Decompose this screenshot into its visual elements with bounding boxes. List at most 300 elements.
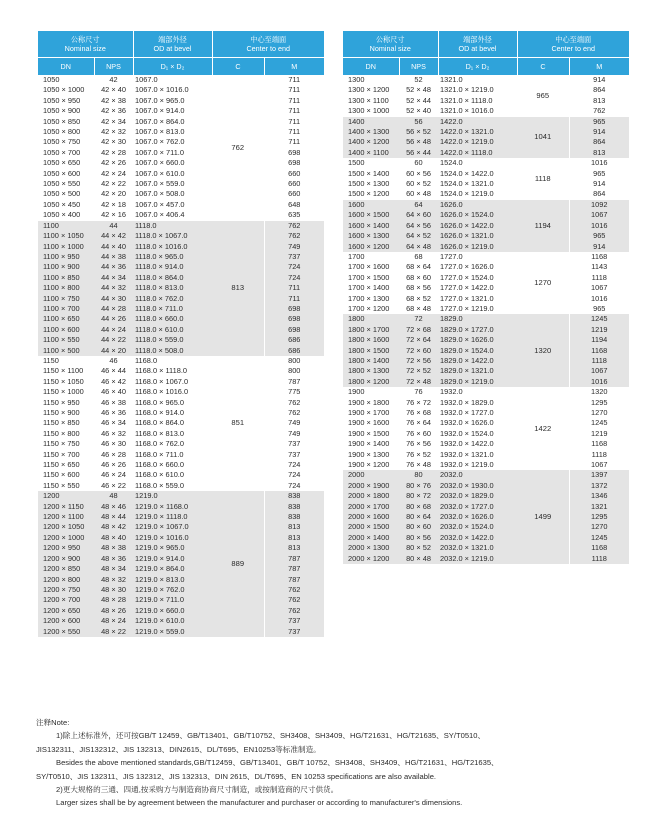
center-m-cell: 660 [264, 169, 324, 179]
table-row [38, 335, 324, 345]
od-cell: 1422.0 × 1219.0 [438, 137, 517, 147]
note-2-en: Larger sizes shall be by agreement between the manufacturer and purchaser or according to manufacturer's dimensions. [56, 798, 463, 808]
dn-cell: 1150 × 850 [38, 418, 94, 428]
table-row [38, 429, 324, 439]
nps-cell: 46 × 40 [94, 387, 133, 397]
dn-cell: 1050 × 450 [38, 200, 94, 210]
table-row [38, 304, 324, 314]
center-m-cell: 698 [264, 148, 324, 158]
od-cell: 1219.0 × 711.0 [133, 595, 212, 605]
center-m-cell: 749 [264, 429, 324, 439]
d1d2-column-header: D₁ × D₂ [438, 58, 517, 76]
table-row [343, 75, 629, 85]
nps-cell: 56 × 48 [399, 137, 438, 147]
table-row [38, 481, 324, 491]
od-cell: 1932.0 × 1524.0 [438, 429, 517, 439]
nps-cell: 56 × 44 [399, 148, 438, 158]
od-cell: 1118.0 × 813.0 [133, 283, 212, 293]
od-cell: 1067.0 × 762.0 [133, 137, 212, 147]
od-cell: 1118.0 × 711.0 [133, 304, 212, 314]
dn-cell: 1400 × 1200 [343, 137, 399, 147]
dn-cell: 1050 × 650 [38, 158, 94, 168]
table-row [38, 418, 324, 428]
nps-cell: 46 × 38 [94, 398, 133, 408]
dn-cell: 1050 × 400 [38, 210, 94, 220]
od-cell: 1168.0 × 965.0 [133, 398, 212, 408]
od-cell: 1829.0 × 1219.0 [438, 377, 517, 387]
center-m-cell: 1245 [569, 533, 629, 543]
table-row [38, 169, 324, 179]
center-m-cell: 711 [264, 294, 324, 304]
center-m-cell: 838 [264, 502, 324, 512]
dn-cell: 1600 × 1400 [343, 221, 399, 231]
od-cell: 1067.0 × 406.4 [133, 210, 212, 220]
center-m-cell: 965 [569, 231, 629, 241]
nps-cell: 76 [399, 387, 438, 397]
dn-cell: 1200 × 1150 [38, 502, 94, 512]
nps-cell: 48 × 22 [94, 627, 133, 637]
dn-cell: 1100 × 800 [38, 283, 94, 293]
od-cell: 1118.0 × 610.0 [133, 325, 212, 335]
nps-cell: 44 × 38 [94, 252, 133, 262]
table-row [343, 439, 629, 449]
table-row [38, 377, 324, 387]
center-m-cell: 1168 [569, 439, 629, 449]
od-cell: 1067.0 × 457.0 [133, 200, 212, 210]
od-cell: 1422.0 × 1118.0 [438, 148, 517, 158]
table-row [343, 262, 629, 272]
od-cell: 2032.0 × 1727.0 [438, 502, 517, 512]
od-cell: 1219.0 × 1168.0 [133, 502, 212, 512]
table-row [38, 491, 324, 501]
dn-cell: 1600 × 1200 [343, 242, 399, 252]
table-row [38, 564, 324, 574]
table-row [343, 314, 629, 324]
table-row [38, 127, 324, 137]
dn-cell: 1500 [343, 158, 399, 168]
od-cell: 1932.0 × 1422.0 [438, 439, 517, 449]
od-cell: 1727.0 × 1219.0 [438, 304, 517, 314]
center-m-cell: 965 [569, 117, 629, 127]
nominal-size-header: 公称尺寸 Nominal size [343, 31, 438, 58]
center-m-cell: 1016 [569, 294, 629, 304]
center-c-cell: 1422 [517, 387, 569, 470]
table-row [343, 543, 629, 553]
dn-cell: 1900 × 1200 [343, 460, 399, 470]
nps-cell: 80 [399, 470, 438, 480]
od-cell: 1168.0 × 1067.0 [133, 377, 212, 387]
table-row [38, 85, 324, 95]
center-m-cell: 711 [264, 137, 324, 147]
center-m-cell: 1219 [569, 325, 629, 335]
dn-cell: 1200 × 700 [38, 595, 94, 605]
center-m-cell: 1016 [569, 221, 629, 231]
od-cell: 1067.0 × 508.0 [133, 189, 212, 199]
nps-cell: 76 × 68 [399, 408, 438, 418]
table-row [38, 314, 324, 324]
center-m-cell: 711 [264, 127, 324, 137]
od-cell: 1118.0 × 660.0 [133, 314, 212, 324]
nps-cell: 60 × 56 [399, 169, 438, 179]
table-row [38, 189, 324, 199]
table-row [38, 616, 324, 626]
dn-cell: 1200 × 650 [38, 606, 94, 616]
nps-cell: 42 [94, 75, 133, 85]
table-row [343, 148, 629, 158]
dn-cell: 2000 × 1700 [343, 502, 399, 512]
note-1-cn-cont: JIS132311、JIS132312、JIS 132313、DIN2615、DL/T695、EN10253等标准制造。 [36, 744, 321, 754]
center-c-cell: 965 [517, 75, 569, 117]
nps-cell: 68 × 64 [399, 262, 438, 272]
dn-cell: 1500 × 1200 [343, 189, 399, 199]
nps-cell: 56 [399, 117, 438, 127]
od-cell: 1626.0 × 1524.0 [438, 210, 517, 220]
od-cell: 1829.0 × 1727.0 [438, 325, 517, 335]
left-table-body [38, 75, 324, 637]
dn-cell: 1800 [343, 314, 399, 324]
c-column-header: C [212, 58, 264, 76]
nps-cell: 48 × 32 [94, 575, 133, 585]
table-row [343, 252, 629, 262]
table-row [343, 502, 629, 512]
nps-cell: 42 × 18 [94, 200, 133, 210]
od-at-bevel-header: 端部外径 OD at bevel [133, 31, 212, 58]
od-cell: 1524.0 × 1422.0 [438, 169, 517, 179]
table-row [343, 85, 629, 95]
od-cell: 1321.0 × 1016.0 [438, 106, 517, 116]
nps-cell: 76 × 72 [399, 398, 438, 408]
nominal-size-header: 公称尺寸 Nominal size [38, 31, 133, 58]
od-cell: 1524.0 × 1321.0 [438, 179, 517, 189]
center-m-cell: 711 [264, 75, 324, 85]
dn-cell: 2000 × 1200 [343, 554, 399, 564]
center-to-end-header: 中心至端面 Center to end [212, 31, 324, 58]
m-column-header: M [569, 58, 629, 76]
center-m-cell: 698 [264, 325, 324, 335]
nps-cell: 80 × 68 [399, 502, 438, 512]
nps-cell: 46 × 42 [94, 377, 133, 387]
od-cell: 1727.0 × 1626.0 [438, 262, 517, 272]
table-row [38, 627, 324, 637]
center-c-cell: 1270 [517, 252, 569, 314]
table-row [343, 522, 629, 532]
center-m-cell: 1118 [569, 356, 629, 366]
od-cell: 1219.0 × 1118.0 [133, 512, 212, 522]
od-cell: 1727.0 × 1422.0 [438, 283, 517, 293]
table-row [343, 481, 629, 491]
dn-cell: 1050 × 750 [38, 137, 94, 147]
table-row [38, 387, 324, 397]
nps-cell: 76 × 48 [399, 460, 438, 470]
center-m-cell: 762 [264, 585, 324, 595]
center-m-cell: 762 [264, 221, 324, 231]
od-cell: 1168.0 × 864.0 [133, 418, 212, 428]
center-m-cell: 787 [264, 564, 324, 574]
od-cell: 1219.0 × 610.0 [133, 616, 212, 626]
table-row [38, 595, 324, 605]
od-cell: 1118.0 × 508.0 [133, 346, 212, 356]
center-m-cell: 813 [569, 148, 629, 158]
center-m-cell: 1092 [569, 200, 629, 210]
od-cell: 1168.0 × 559.0 [133, 481, 212, 491]
dn-cell: 1050 × 1000 [38, 85, 94, 95]
dn-cell: 1700 × 1200 [343, 304, 399, 314]
dn-cell: 1800 × 1400 [343, 356, 399, 366]
center-m-cell: 864 [569, 85, 629, 95]
od-cell: 1422.0 [438, 117, 517, 127]
nps-cell: 46 [94, 356, 133, 366]
nps-cell: 46 × 36 [94, 408, 133, 418]
center-m-cell: 1245 [569, 418, 629, 428]
table-row [38, 533, 324, 543]
dn-cell: 1050 × 600 [38, 169, 94, 179]
od-cell: 1524.0 [438, 158, 517, 168]
center-m-cell: 1168 [569, 252, 629, 262]
table-row [343, 273, 629, 283]
nps-cell: 48 × 28 [94, 595, 133, 605]
od-cell: 1219.0 × 813.0 [133, 575, 212, 585]
center-m-cell: 660 [264, 189, 324, 199]
table-row [343, 366, 629, 376]
od-cell: 1067.0 × 813.0 [133, 127, 212, 137]
dn-cell: 1200 × 900 [38, 554, 94, 564]
left-size-table [38, 31, 324, 637]
od-cell: 1932.0 × 1321.0 [438, 450, 517, 460]
dn-cell: 1100 × 950 [38, 252, 94, 262]
dn-cell: 1300 [343, 75, 399, 85]
table-row [343, 356, 629, 366]
nps-cell: 46 × 34 [94, 418, 133, 428]
dn-cell: 1800 × 1700 [343, 325, 399, 335]
table-row [38, 606, 324, 616]
dn-cell: 1050 × 950 [38, 96, 94, 106]
od-cell: 1524.0 × 1219.0 [438, 189, 517, 199]
dn-cell: 1300 × 1200 [343, 85, 399, 95]
table-row [343, 325, 629, 335]
nps-cell: 42 × 20 [94, 189, 133, 199]
center-m-cell: 1321 [569, 502, 629, 512]
dn-cell: 1300 × 1100 [343, 96, 399, 106]
center-m-cell: 711 [264, 283, 324, 293]
nps-cell: 42 × 34 [94, 117, 133, 127]
center-m-cell: 711 [264, 96, 324, 106]
nps-cell: 46 × 22 [94, 481, 133, 491]
table-row [38, 96, 324, 106]
table-row [38, 502, 324, 512]
od-cell: 1727.0 [438, 252, 517, 262]
center-c-cell: 1499 [517, 470, 569, 564]
center-m-cell: 737 [264, 616, 324, 626]
nps-cell: 80 × 56 [399, 533, 438, 543]
dn-cell: 1600 × 1500 [343, 210, 399, 220]
table-row [38, 179, 324, 189]
note-1-en-cont: SY/T0510、JIS 132311、JIS 132312、JIS 132313、DIN 2615、DL/T695、EN 10253 specifications are also available. [36, 771, 437, 781]
dn-cell: 1150 × 800 [38, 429, 94, 439]
nps-cell: 44 × 26 [94, 314, 133, 324]
od-cell: 1219.0 [133, 491, 212, 501]
nps-cell: 44 × 24 [94, 325, 133, 335]
od-cell: 1321.0 [438, 75, 517, 85]
table-row [38, 470, 324, 480]
center-m-cell: 698 [264, 304, 324, 314]
table-row [343, 283, 629, 293]
nps-cell: 68 × 52 [399, 294, 438, 304]
dn-cell: 1800 × 1300 [343, 366, 399, 376]
dn-cell: 1100 × 500 [38, 346, 94, 356]
nps-cell: 42 × 36 [94, 106, 133, 116]
dn-cell: 1200 × 950 [38, 543, 94, 553]
nps-cell: 46 × 24 [94, 470, 133, 480]
od-cell: 1829.0 × 1321.0 [438, 366, 517, 376]
center-m-cell: 1295 [569, 512, 629, 522]
center-m-cell: 787 [264, 575, 324, 585]
od-cell: 1168.0 × 660.0 [133, 460, 212, 470]
dn-cell: 1100 × 550 [38, 335, 94, 345]
nps-cell: 42 × 30 [94, 137, 133, 147]
table-row [38, 283, 324, 293]
nps-cell: 60 × 48 [399, 189, 438, 199]
nps-cell: 46 × 44 [94, 366, 133, 376]
center-c-cell: 762 [212, 75, 264, 221]
center-m-cell: 737 [264, 252, 324, 262]
nps-cell: 52 [399, 75, 438, 85]
center-c-cell: 813 [212, 221, 264, 356]
od-cell: 1626.0 × 1219.0 [438, 242, 517, 252]
dn-cell: 1200 × 1000 [38, 533, 94, 543]
nps-cell: 48 × 40 [94, 533, 133, 543]
d1d2-column-header: D₁ × D₂ [133, 58, 212, 76]
center-m-cell: 724 [264, 481, 324, 491]
nps-cell: 42 × 26 [94, 158, 133, 168]
dn-cell: 2000 [343, 470, 399, 480]
table-row [38, 210, 324, 220]
od-cell: 1118.0 × 914.0 [133, 262, 212, 272]
nps-cell: 68 × 60 [399, 273, 438, 283]
dn-cell: 1700 × 1600 [343, 262, 399, 272]
od-cell: 1932.0 [438, 387, 517, 397]
od-cell: 1626.0 [438, 200, 517, 210]
table-row [38, 148, 324, 158]
od-cell: 1168.0 × 1118.0 [133, 366, 212, 376]
dn-cell: 1600 × 1300 [343, 231, 399, 241]
center-m-cell: 762 [569, 106, 629, 116]
table-row [38, 460, 324, 470]
od-cell: 1118.0 × 1067.0 [133, 231, 212, 241]
center-m-cell: 737 [264, 439, 324, 449]
table-row [38, 158, 324, 168]
nps-cell: 42 × 24 [94, 169, 133, 179]
nps-cell: 80 × 48 [399, 554, 438, 564]
od-at-bevel-header: 端部外径 OD at bevel [438, 31, 517, 58]
center-m-cell: 1118 [569, 450, 629, 460]
table-row [343, 106, 629, 116]
center-m-cell: 635 [264, 210, 324, 220]
dn-cell: 1700 × 1400 [343, 283, 399, 293]
center-m-cell: 965 [569, 304, 629, 314]
notes-section [36, 716, 636, 810]
nps-cell: 64 [399, 200, 438, 210]
nps-cell: 44 × 34 [94, 273, 133, 283]
center-m-cell: 800 [264, 356, 324, 366]
dn-column-header: DN [38, 58, 94, 76]
nps-cell: 48 × 24 [94, 616, 133, 626]
nps-cell: 72 × 52 [399, 366, 438, 376]
table-row [343, 242, 629, 252]
nps-cell: 60 × 52 [399, 179, 438, 189]
center-m-cell: 1067 [569, 460, 629, 470]
center-m-cell: 1168 [569, 346, 629, 356]
nps-cell: 48 × 44 [94, 512, 133, 522]
right-size-table [343, 31, 629, 564]
center-m-cell: 711 [264, 117, 324, 127]
dn-cell: 1100 × 900 [38, 262, 94, 272]
table-row [38, 554, 324, 564]
table-row [38, 512, 324, 522]
nps-cell: 80 × 52 [399, 543, 438, 553]
dn-cell: 1100 × 650 [38, 314, 94, 324]
od-cell: 1932.0 × 1727.0 [438, 408, 517, 418]
nps-cell: 72 × 68 [399, 325, 438, 335]
od-cell: 1321.0 × 1118.0 [438, 96, 517, 106]
center-m-cell: 1270 [569, 522, 629, 532]
dn-cell: 1900 × 1700 [343, 408, 399, 418]
center-m-cell: 724 [264, 262, 324, 272]
nps-cell: 64 × 52 [399, 231, 438, 241]
c-column-header: C [517, 58, 569, 76]
dn-cell: 2000 × 1900 [343, 481, 399, 491]
center-m-cell: 1067 [569, 283, 629, 293]
nps-cell: 48 × 26 [94, 606, 133, 616]
center-m-cell: 737 [264, 627, 324, 637]
table-row [343, 304, 629, 314]
table-row [343, 221, 629, 231]
nps-cell: 42 × 22 [94, 179, 133, 189]
od-cell: 1067.0 × 1016.0 [133, 85, 212, 95]
dn-cell: 1050 × 850 [38, 117, 94, 127]
table-row [38, 439, 324, 449]
dn-cell: 1800 × 1600 [343, 335, 399, 345]
center-m-cell: 724 [264, 470, 324, 480]
od-cell: 1219.0 × 1067.0 [133, 522, 212, 532]
center-c-cell: 1320 [517, 314, 569, 387]
nps-cell: 42 × 40 [94, 85, 133, 95]
center-m-cell: 1397 [569, 470, 629, 480]
table-row [38, 221, 324, 231]
dn-cell: 1150 × 950 [38, 398, 94, 408]
od-cell: 2032.0 × 1829.0 [438, 491, 517, 501]
center-m-cell: 698 [264, 158, 324, 168]
table-row [38, 231, 324, 241]
center-m-cell: 749 [264, 418, 324, 428]
center-m-cell: 800 [264, 366, 324, 376]
nps-cell: 46 × 26 [94, 460, 133, 470]
table-row [38, 325, 324, 335]
od-cell: 1422.0 × 1321.0 [438, 127, 517, 137]
od-cell: 1067.0 × 965.0 [133, 96, 212, 106]
od-cell: 1932.0 × 1829.0 [438, 398, 517, 408]
center-m-cell: 762 [264, 606, 324, 616]
note-1-cn: 1)除上述标准外，还可按GB/T 12459、GB/T13401、GB/T10752、SH3408、SH3409、HG/T21631、HG/T21635、SY/T0510、 [56, 731, 486, 741]
nps-cell: 68 × 48 [399, 304, 438, 314]
nps-cell: 46 × 30 [94, 439, 133, 449]
nps-cell: 68 [399, 252, 438, 262]
od-cell: 1932.0 × 1626.0 [438, 418, 517, 428]
nps-cell: 48 × 46 [94, 502, 133, 512]
table-row [343, 179, 629, 189]
center-m-cell: 686 [264, 335, 324, 345]
dn-cell: 1050 × 700 [38, 148, 94, 158]
table-row [343, 429, 629, 439]
